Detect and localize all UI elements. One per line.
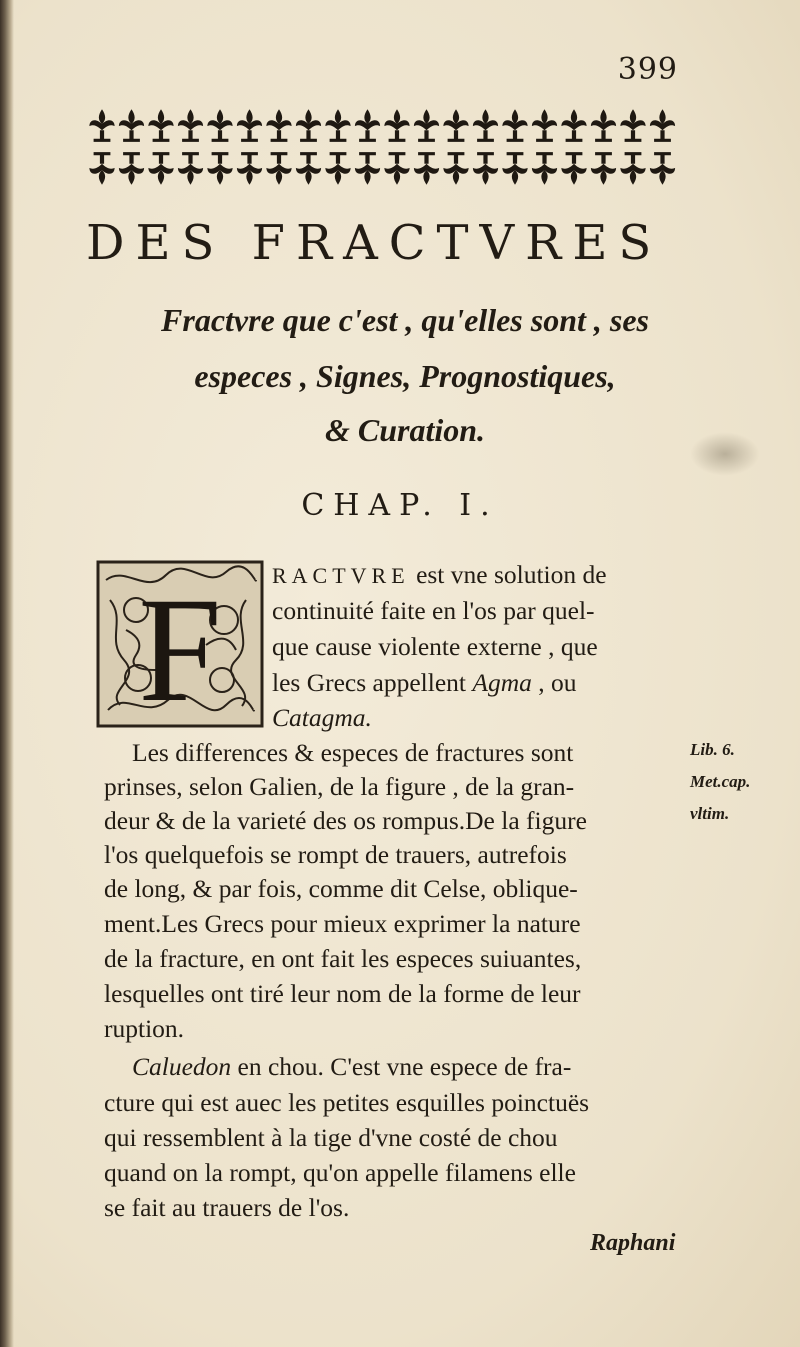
text-line	[104, 1088, 589, 1118]
text-line	[132, 1052, 571, 1082]
chapter-heading: DES FRACTVRES	[86, 215, 663, 271]
book-spine	[0, 0, 14, 1347]
fleuron	[119, 152, 144, 185]
fleuron	[443, 109, 468, 142]
fleuron	[237, 152, 262, 185]
margin-note-3: vltim.	[690, 804, 730, 823]
fleuron	[207, 109, 232, 142]
text-line	[104, 909, 581, 939]
text-segment: quand on la rompt, qu'on appelle filamens elle	[104, 1158, 576, 1187]
text-line	[104, 840, 567, 870]
text-segment: continuité faite en l'os par quel-	[272, 596, 595, 625]
fleuron	[266, 152, 291, 185]
fleuron	[355, 152, 380, 185]
text-segment: ruption.	[104, 1014, 185, 1043]
fleuron	[620, 109, 645, 142]
text-segment: , ou	[531, 668, 577, 697]
fleuron	[296, 109, 321, 142]
page-number: 399	[617, 52, 678, 87]
margin-note-1: Lib. 6.	[690, 740, 735, 759]
drop-cap-letter: F	[138, 567, 222, 728]
fleuron	[148, 152, 173, 185]
text-line	[104, 1158, 576, 1188]
fleuron	[532, 109, 557, 142]
catchword: Raphani	[590, 1230, 676, 1256]
fleuron	[443, 152, 468, 185]
subtitle-line-2: especes , Signes, Prognostiques,	[194, 358, 616, 394]
text-line	[272, 632, 598, 662]
fleuron	[207, 152, 232, 185]
fleuron	[591, 109, 616, 142]
text-line	[272, 703, 372, 733]
text-segment: cture qui est auec les petites esquilles poinctuës	[104, 1088, 590, 1117]
text-segment: deur & de la varieté des os rompus.De la figure	[104, 806, 587, 835]
fleuron	[532, 152, 557, 185]
fleuron	[266, 109, 291, 142]
fleuron	[178, 109, 203, 142]
fleuron	[650, 109, 675, 142]
margin-note-2: Met.cap.	[690, 772, 751, 791]
text-segment: l'os quelquefois se rompt de trauers, autrefois	[104, 840, 567, 869]
text-segment: prinses, selon Galien, de la figure , de la gran-	[104, 772, 575, 801]
text-line	[104, 944, 581, 974]
text-line	[132, 738, 573, 768]
text-line	[104, 979, 581, 1009]
text-segment: RACTVRE	[272, 563, 410, 588]
text-line	[104, 1014, 184, 1044]
text-line	[104, 772, 574, 802]
fleuron	[414, 152, 439, 185]
chapter-label: CHAP. I.	[301, 488, 499, 523]
text-segment: Agma	[472, 668, 532, 697]
text-segment: se fait au trauers de l'os.	[104, 1193, 350, 1222]
fleuron	[561, 152, 586, 185]
fleuron	[89, 109, 114, 142]
text-segment: ment.Les Grecs pour mieux exprimer la nature	[104, 909, 581, 938]
fleuron	[591, 152, 616, 185]
text-segment: de la fracture, en ont fait les especes suiuantes,	[104, 944, 582, 973]
text-segment: Les differences & especes de fractures sont	[132, 738, 574, 767]
fleuron	[89, 152, 114, 185]
text-line	[272, 668, 577, 698]
text-segment: est vne solution de	[409, 560, 607, 589]
fleuron	[237, 109, 262, 142]
fleuron	[355, 109, 380, 142]
text-segment: Caluedon	[132, 1052, 232, 1081]
fleuron-ornament-band	[88, 102, 680, 194]
fleuron	[325, 152, 350, 185]
text-line	[104, 1123, 558, 1153]
text-line	[104, 1193, 349, 1223]
text-segment: qui ressemblent à la tige d'vne costé de chou	[104, 1123, 558, 1152]
fleuron	[414, 109, 439, 142]
fleuron	[384, 152, 409, 185]
decorated-initial	[96, 560, 264, 728]
fleuron	[473, 152, 498, 185]
fleuron	[473, 109, 498, 142]
text-line	[104, 874, 578, 904]
fleuron	[502, 109, 527, 142]
fleuron	[296, 152, 321, 185]
fleuron	[620, 152, 645, 185]
fleuron	[384, 109, 409, 142]
fleuron	[148, 109, 173, 142]
text-line	[272, 560, 607, 590]
fleuron	[561, 109, 586, 142]
text-segment: en chou. C'est vne espece de fra-	[231, 1052, 572, 1081]
text-segment: Catagma.	[272, 703, 372, 732]
fleuron	[502, 152, 527, 185]
fleuron	[650, 152, 675, 185]
text-line	[272, 596, 595, 626]
text-segment: de long, & par fois, comme dit Celse, oblique-	[104, 874, 578, 903]
subtitle-line-1: Fractvre que c'est , qu'elles sont , ses	[161, 302, 649, 338]
text-segment: lesquelles ont tiré leur nom de la forme de leur	[104, 979, 581, 1008]
fleuron	[119, 109, 144, 142]
subtitle-line-3: & Curation.	[324, 412, 486, 448]
text-segment: que cause violente externe , que	[272, 632, 598, 661]
fleuron	[178, 152, 203, 185]
text-line	[104, 806, 587, 836]
fleuron	[325, 109, 350, 142]
text-segment: les Grecs appellent	[272, 668, 473, 697]
